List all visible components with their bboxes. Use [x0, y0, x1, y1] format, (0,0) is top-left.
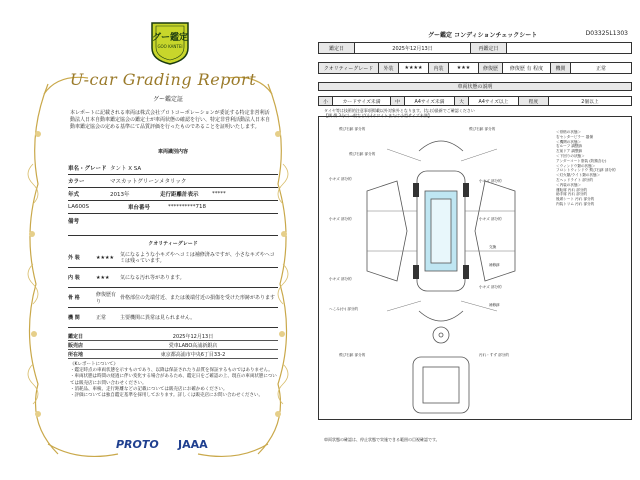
store-key: 販売店 [68, 342, 84, 349]
repair-key: 修復歴 [479, 63, 503, 74]
year-key: 年式 [68, 192, 80, 198]
name-key: 車名・グレード [68, 166, 107, 172]
model-value: LA600S [68, 204, 89, 210]
condition-item: ＜機関の状態＞ [556, 139, 582, 144]
condition-item: 右ルーフ 調整跡 [556, 144, 583, 149]
size-small-value: カードサイズ未満 [333, 97, 391, 106]
address-value: 東京都高浦市中央6丁目33-2 [160, 351, 226, 358]
interior-value: ★★★ [449, 63, 479, 74]
degree-value: 2個以上 [549, 97, 632, 106]
chassis-value: **********718 [168, 204, 206, 210]
grade-description: 骨格部位の先端付近、または後端付近の損傷を受けた形跡があります [120, 294, 276, 301]
damage-label: 飛び石跡 部分的 [339, 127, 366, 131]
proto-logo: PROTO [116, 438, 159, 451]
damage-label: 小キズ 部分的 [329, 277, 352, 281]
note-line-1: タイヤ等は技術的注意事項掲載以外対象外となります。(なお)最新でご確認ください [324, 108, 475, 113]
chassis-key: 車台番号 [128, 205, 151, 211]
remarks-key: 備考 [68, 219, 80, 225]
damage-label: 小キズ 部分的 [479, 179, 502, 183]
damage-label: 飛び石跡 部分的 [349, 152, 376, 156]
condition-item: ＜灯火類/ライト類の状態＞ [556, 173, 601, 178]
grade-description: 主要機関に異常は見られません。 [120, 314, 196, 321]
mileage-value: ***** [212, 191, 226, 197]
condition-item: 内装トリム 汚れ 部分的 [556, 201, 595, 206]
certificate-label: グー鑑定証 [152, 96, 183, 103]
car-diagram-icon [327, 121, 557, 421]
color-row [68, 175, 278, 188]
repair-value: 修復歴 有 程度 [503, 63, 551, 74]
grade-stars: ★★★ [96, 274, 110, 281]
grade-row-interior [68, 268, 278, 288]
damage-label: 飛び石跡 部分的 [339, 353, 366, 357]
damage-label: 交換 [489, 245, 497, 249]
condition-item: ＜骨格の状態＞ [556, 130, 582, 134]
intro-text: 本レポートに記載される車両は株式会社プロトコーポレーションが委託する特定非営利活動法人日本自動車鑑定協会の鑑定士が車両状態の確認を行い、特定非営利活動法人日本自動車鑑定協会の定める基準にて品質評価を行ったものであることを証明いたします。 [70, 110, 271, 130]
size-large-value: A4サイズ以上 [469, 97, 519, 106]
condition-item: 左前ドア 調整跡 [556, 149, 583, 154]
grading-report [8, 14, 308, 470]
condition-item: 後席シート 汚れ 部分的 [556, 197, 595, 202]
interior-key: 内装 [429, 63, 449, 74]
sheet-header [318, 30, 632, 40]
note-item: ・評価については独自鑑定基準を採用しております。詳しくは販売店にお問い合わせください。 [70, 393, 264, 399]
size-table [318, 96, 632, 106]
jaaa-logo: JAAA [178, 438, 208, 451]
grade-row-frame [68, 288, 278, 308]
size-medium-key: 中 [391, 97, 405, 106]
grade-description: 気になるような小キズやヘコミは補修済みですが、小さなキズやヘコミは残っています。 [120, 251, 275, 264]
condition-item: 左ヘッドライト 部分的 [556, 177, 593, 182]
date-value: 2025年12月13日 [355, 43, 471, 54]
badge-subtitle: GOO KANTEI [157, 44, 183, 49]
quality-table [318, 62, 632, 74]
damage-label: 補修跡 [489, 303, 500, 307]
damage-label: 小キズ 部分的 [329, 177, 352, 181]
grade-row-exterior [68, 248, 278, 268]
damage-label: 小キズ 部分的 [329, 217, 352, 221]
remarks-row [68, 214, 278, 236]
exterior-key: 外装 [379, 63, 399, 74]
color-value: マスカットグリーンメタリック [110, 179, 187, 185]
damage-label: 補修跡 [489, 263, 500, 267]
year-value: 2013年 [110, 192, 130, 198]
size-medium-value: A4サイズ未満 [405, 97, 455, 106]
state-title: 車両状態の説明 [318, 82, 632, 91]
engine-key: 機関 [551, 63, 571, 74]
size-small-key: 小 [319, 97, 333, 106]
note-item: ・消耗品、車検、走行距離などの記載については販売店にお確かめください。 [70, 386, 228, 392]
grade-stars: 修復歴有り [96, 291, 117, 305]
store-row [68, 341, 278, 350]
note-item: ・鑑定時点の車両状態を示すものであり、以降は保証されたり品質を保証するものではありません。 [70, 368, 273, 374]
document-id: D03325L1303 [585, 30, 628, 37]
grade-description: 気になる汚れ等があります。 [120, 274, 185, 281]
condition-item: ＜内装の状態＞ [556, 182, 582, 187]
damage-label: へこみ(小) 部分的 [329, 307, 359, 311]
size-large-key: 大 [455, 97, 469, 106]
grade-key: 外 装 [68, 255, 80, 261]
damage-label: 汚れ・すず 部分的 [479, 353, 509, 357]
goo-kantei-badge [150, 20, 190, 66]
grade-key: 骨 格 [68, 295, 80, 301]
badge-title: グー鑑定 [151, 33, 188, 43]
address-key: 所在地 [68, 351, 84, 358]
note-line-2: 【例 傷 3分以一般など(小)ホワイトまたは小型サイズ未満】 [324, 113, 432, 118]
condition-list [556, 130, 630, 207]
condition-item: アンダーコート塗装 (防錆含む) [556, 158, 607, 163]
date-value: 2025年12月13日 [172, 333, 214, 340]
model-row [68, 201, 278, 214]
notes [70, 362, 280, 399]
name-row [68, 162, 278, 175]
address-row [68, 350, 278, 359]
date-row [68, 332, 278, 341]
quality-section-title: クオリティーグレード [148, 241, 198, 247]
grade-stars: ★★★★ [96, 254, 114, 261]
bottom-note: 車両状態の確認は、停止状態で実施できる範囲の目視確認です。 [324, 437, 440, 442]
damage-label: 飛び石跡 部分的 [469, 127, 496, 131]
condition-item: 運転席 汚れ 部分的 [556, 187, 588, 192]
notes-title: 《Kレポートについて》 [70, 362, 118, 367]
report-title: U-car Grading Report [69, 70, 257, 89]
exterior-value: ★★★★ [399, 63, 429, 74]
grade-stars: 正常 [96, 315, 107, 321]
name-value: タント X SA [110, 166, 142, 172]
store-value: 愛車LABO高浦新銀店 [168, 342, 218, 349]
sheet-title: グー鑑定 コンディションチェックシート [428, 32, 538, 39]
date-key: 鑑定日 [68, 333, 84, 340]
condition-item: 助手席 汚れ 部分的 [556, 192, 588, 197]
damage-label: 小キズ 部分的 [479, 217, 502, 221]
mileage-key: 走行距離計表示 [160, 192, 199, 198]
recheck-key: 再鑑定日 [471, 43, 507, 54]
color-key: カラー [68, 179, 85, 185]
engine-value: 正常 [571, 63, 632, 74]
grade-key: 内 装 [68, 275, 80, 281]
condition-item: フロントウィンドウ 飛び石跡 部分的 [556, 168, 616, 173]
date-key: 鑑定日 [319, 43, 355, 54]
condition-item: ＜下回りの状態＞ [556, 153, 585, 158]
note-item: ・車両状態は時間の経過に伴い変化する場合があるため、鑑定日をご確認の上、現在の車両状態については販売店にお問い合わせください。 [70, 374, 277, 386]
grade-key: 機 関 [68, 315, 80, 321]
condition-item: 右センターピラー 損傷 [556, 134, 593, 139]
condition-item: ＜ウィンドウ類の状態＞ [556, 163, 596, 168]
shield-icon [150, 20, 190, 66]
quality-key: クオリティーグレード [319, 63, 379, 74]
grade-row-engine [68, 308, 278, 328]
condition-check-sheet [318, 30, 632, 470]
recheck-value [507, 43, 632, 54]
year-row [68, 188, 278, 201]
date-table [318, 42, 632, 54]
degree-key: 程度 [519, 97, 549, 106]
damage-label: 小キズ 部分的 [479, 285, 502, 289]
vehicle-section-title: 車両識別内容 [157, 149, 188, 155]
